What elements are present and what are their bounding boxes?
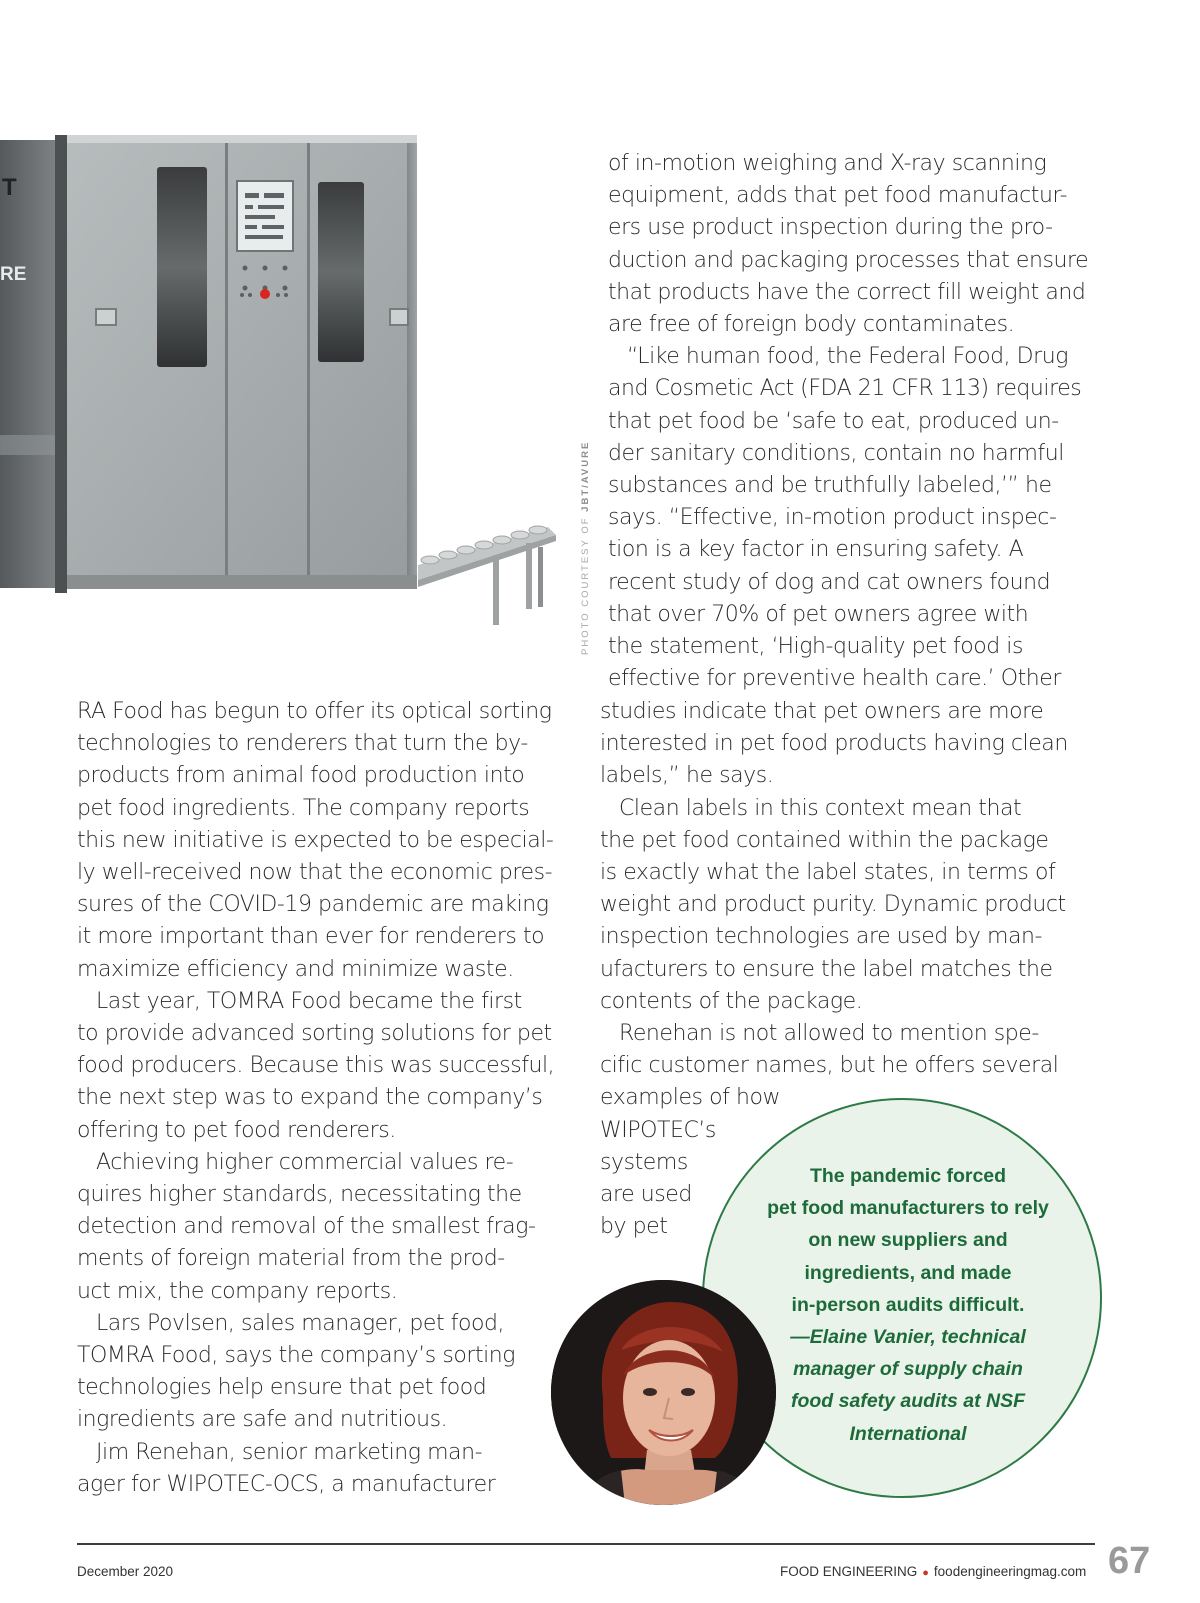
paragraph: Lars Povlsen, sales manager, pet food, TOMRA Food, says the company’s sorting technologies help ensure that pet food ingredients are safe and nutritious. [77, 1310, 516, 1433]
portrait-avatar [551, 1280, 776, 1505]
pull-quote: The pandemic forced pet food manufacturers to rely on new suppliers and ingredients, and made in-person audits difficult. —Elaine Vanier, technical manager of supply chain food safety audits at NSF International [728, 1160, 1088, 1450]
footer-publication [780, 1564, 1086, 1579]
separator-bullet-icon: ● [922, 1567, 929, 1579]
paragraph: studies indicate that pet owners are more interested in pet food products having clean labels,” he says. [600, 699, 1068, 789]
paragraph: Renehan is not allowed to mention spe- cific customer names, but he offers several examples of how WIPOTEC’s systems are used by pet [600, 1021, 1059, 1240]
product-photo [0, 135, 572, 655]
photo-credit: PHOTO COURTESY OF JBT/AVURE [580, 440, 591, 655]
hpp-machine-illustration-icon [0, 135, 572, 655]
paragraph: of in-motion weighing and X-ray scanning equipment, adds that pet food manufactur- ers use product inspection during the pro- duction and packaging processes that ensure that products have the correct fill weight and are free of foreign body contaminates. [608, 151, 1089, 338]
paragraph: RA Food has begun to offer its optical sorting technologies to renderers that turn the by- products from animal food production into pet food ingredients. The company reports this new initiative is expected to be especial- ly well-received now that the economic pres- sures of the COVID-19 pandemic are making it more important than ever for renderers to maximize efficiency and minimize waste. [77, 699, 554, 982]
svg-text:RE: RE [0, 264, 27, 285]
left-column [77, 696, 554, 1501]
page-number: 67 [1108, 1540, 1151, 1582]
paragraph: Achieving higher commercial values re- quires higher standards, necessitating the detection and removal of the smallest frag- ments of foreign material from the prod- uct mix, the company reports. [77, 1149, 536, 1304]
paragraph: Jim Renehan, senior marketing man- ager for WIPOTEC-OCS, a manufacturer [77, 1439, 496, 1497]
paragraph: Last year, TOMRA Food became the first to provide advanced sorting solutions for pet food producers. Because this was successful, the next step was to expand the company’s offering to pet food renderers. [77, 988, 555, 1143]
footer-date: December 2020 [77, 1564, 174, 1579]
quote-attribution: —Elaine Vanier, technical manager of supply chain food safety audits at NSF International [790, 1326, 1026, 1445]
magazine-name: FOOD ENGINEERING [780, 1564, 918, 1579]
footer-rule [77, 1543, 1095, 1545]
paragraph: “Like human food, the Federal Food, Drug and Cosmetic Act (FDA 21 CFR 113) requires that pet food be ‘safe to eat, produced un- der sanitary conditions, contain no harmful substances and be truthfully labeled,’” he says. “Effective, in-motion product inspec- tion is a key factor in ensuring safety. A recent study of dog and cat owners found that over 70% of pet owners agree with the statement, ‘High-quality pet food is effective for preventive health care.’ Other [608, 344, 1082, 692]
magazine-url: foodengineeringmag.com [933, 1564, 1087, 1579]
paragraph: Clean labels in this context mean that the pet food contained within the package is exactly what the label states, in terms of weight and product purity. Dynamic product inspection technologies are used by man- ufacturers to ensure the label matches the contents of the package. [600, 795, 1066, 1014]
portrait-avatar-icon [551, 1280, 776, 1505]
svg-text:T: T [2, 174, 17, 201]
right-column-top [608, 148, 1088, 695]
